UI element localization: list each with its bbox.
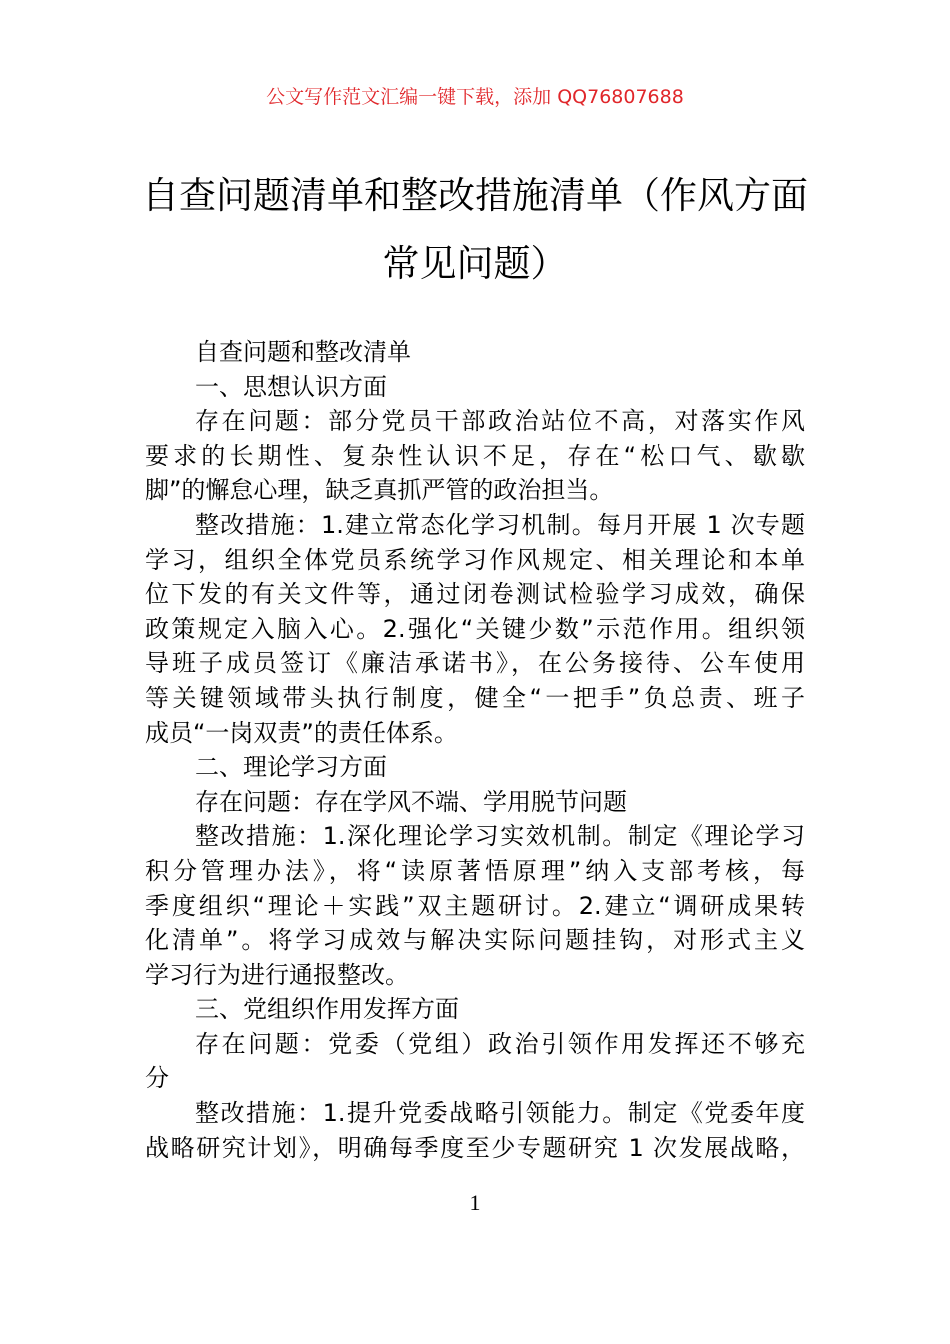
text-line: 脚”的懈怠心理，缺乏真抓严管的政治担当。 — [145, 476, 614, 505]
text-line: 要求的长期性、复杂性认识不足，存在“松口气、歇歇 — [145, 441, 805, 470]
text-line: 战略研究计划》，明确每季度至少专题研究 1 次发展战略， — [145, 1133, 805, 1162]
text-line: 存在问题：党委（党组）政治引领作用发挥还不够充 — [195, 1029, 805, 1058]
text-line: 成员“一岗双责”的责任体系。 — [145, 718, 458, 747]
text-line: 等关键领域带头执行制度，健全“一把手”负总责、班子 — [145, 683, 805, 712]
section-heading: 三、党组织作用发挥方面 — [195, 995, 459, 1024]
text-line: 积分管理办法》，将“读原著悟原理”纳入支部考核，每 — [145, 856, 805, 885]
text-line: 学习，组织全体党员系统学习作风规定、相关理论和本单 — [145, 545, 805, 574]
text-line: 整改措施：1.提升党委战略引领能力。制定《党委年度 — [195, 1099, 805, 1128]
text-line: 导班子成员签订《廉洁承诺书》，在公务接待、公车使用 — [145, 649, 805, 678]
text-line: 季度组织“理论＋实践”双主题研讨。2.建立“调研成果转 — [145, 891, 805, 920]
section-heading: 自查问题和整改清单 — [195, 338, 411, 366]
text-line: 整改措施：1.建立常态化学习机制。每月开展 1 次专题 — [195, 510, 805, 539]
text-line: 存在问题：部分党员干部政治站位不高，对落实作风 — [195, 407, 805, 436]
download-watermark-header: 公文写作范文汇编一键下载，添加 QQ76807688 — [266, 86, 684, 108]
page-number: 1 — [469, 1190, 481, 1215]
text-line: 分 — [145, 1064, 169, 1093]
section-heading: 一、思想认识方面 — [195, 372, 387, 401]
text-line: 位下发的有关文件等，通过闭卷测试检验学习成效，确保 — [145, 580, 805, 609]
document-title — [140, 162, 810, 298]
title-line-1: 自查问题清单和整改措施清单（作风方面 — [142, 174, 808, 217]
text-line: 政策规定入脑入心。2.强化“关键少数”示范作用。组织领 — [145, 614, 805, 643]
text-line: 化清单”。将学习成效与解决实际问题挂钩，对形式主义 — [145, 926, 805, 955]
title-line-2: 常见问题） — [382, 242, 568, 285]
document-body — [145, 335, 805, 1165]
text-line: 存在问题：存在学风不端、学用脱节问题 — [195, 787, 627, 816]
text-line: 学习行为进行通报整改。 — [145, 960, 409, 989]
text-line: 整改措施：1.深化理论学习实效机制。制定《理论学习 — [195, 822, 805, 851]
section-heading: 二、理论学习方面 — [195, 753, 387, 782]
